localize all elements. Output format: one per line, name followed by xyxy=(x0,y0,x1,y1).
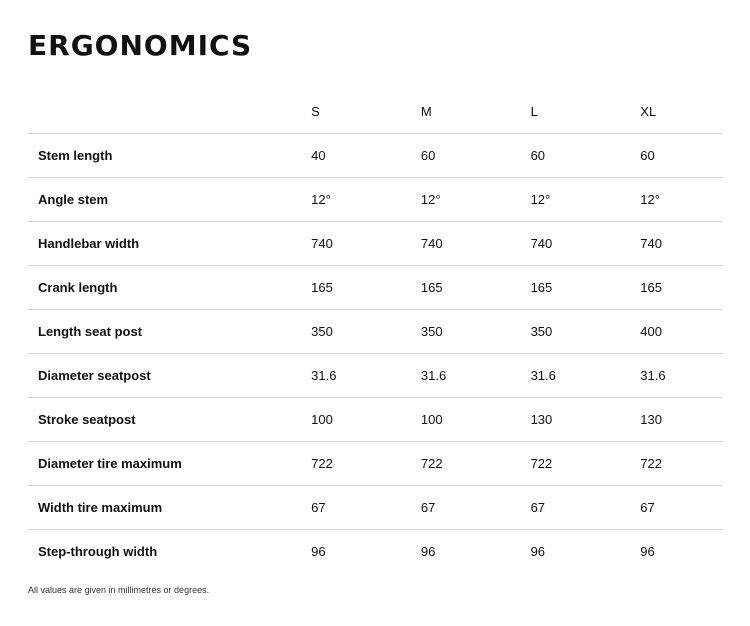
table-header-row xyxy=(28,90,722,134)
table-row xyxy=(28,530,722,574)
cell-value: 96 xyxy=(530,544,546,559)
table-row xyxy=(28,354,722,398)
row-label: Stem length xyxy=(28,134,283,178)
cell-value: 67 xyxy=(283,486,393,530)
cell-value: 60 xyxy=(393,134,503,178)
cell-value: 130 xyxy=(612,398,722,442)
cell-value: 165 xyxy=(503,266,613,310)
size-header-l: L xyxy=(503,90,613,134)
cell-value: 350 xyxy=(393,310,503,354)
row-label: Diameter tire maximum xyxy=(28,442,283,486)
table-row xyxy=(28,398,722,442)
cell-value: 740 xyxy=(503,222,613,266)
cell-value: 96 xyxy=(420,544,436,559)
table-row xyxy=(28,266,722,310)
cell-value: 740 xyxy=(612,222,722,266)
cell-value: 100 xyxy=(393,398,503,442)
cell-value: 31.6 xyxy=(503,354,613,398)
row-label: Step-through width xyxy=(38,544,158,559)
footnote: All values are given in millimetres or degrees. xyxy=(28,585,210,595)
cell-value: 31.6 xyxy=(612,354,722,398)
cell-value: 12° xyxy=(283,178,393,222)
size-header-xl: XL xyxy=(612,90,722,134)
cell-value: 130 xyxy=(503,398,613,442)
cell-value: 12° xyxy=(612,178,722,222)
cell-value: 165 xyxy=(283,266,393,310)
cell-value: 31.6 xyxy=(393,354,503,398)
cell-value: 740 xyxy=(283,222,393,266)
cell-value: 722 xyxy=(283,442,393,486)
cell-value: 722 xyxy=(503,442,613,486)
size-header-m: M xyxy=(393,90,503,134)
cell-value: 350 xyxy=(503,310,613,354)
row-label: Handlebar width xyxy=(28,222,283,266)
cell-value: 400 xyxy=(612,310,722,354)
ergonomics-table xyxy=(28,90,722,573)
cell-value: 350 xyxy=(283,310,393,354)
cell-value: 60 xyxy=(612,134,722,178)
cell-value: 96 xyxy=(311,544,326,559)
table-row xyxy=(28,442,722,486)
cell-value: 96 xyxy=(640,544,655,559)
cell-value: 165 xyxy=(612,266,722,310)
cell-value: 67 xyxy=(612,486,722,530)
header-label-cell xyxy=(28,90,283,134)
row-label: Length seat post xyxy=(28,310,283,354)
table-row xyxy=(28,486,722,530)
page-title: ERGONOMICS xyxy=(28,29,253,62)
cell-value: 60 xyxy=(503,134,613,178)
table-row xyxy=(28,134,722,178)
row-label: Width tire maximum xyxy=(28,486,283,530)
size-header-s: S xyxy=(283,90,393,134)
table-row xyxy=(28,222,722,266)
cell-value: 67 xyxy=(393,486,503,530)
cell-value: 67 xyxy=(503,486,613,530)
row-label: Diameter seatpost xyxy=(28,354,283,398)
cell-value: 40 xyxy=(283,134,393,178)
row-label: Angle stem xyxy=(28,178,283,222)
cell-value: 12° xyxy=(503,178,613,222)
row-label: Crank length xyxy=(28,266,283,310)
cell-value: 722 xyxy=(393,442,503,486)
table-row xyxy=(28,310,722,354)
cell-value: 740 xyxy=(393,222,503,266)
cell-value: 165 xyxy=(393,266,503,310)
cell-value: 12° xyxy=(393,178,503,222)
cell-value: 100 xyxy=(283,398,393,442)
cell-value: 722 xyxy=(612,442,722,486)
cell-value: 31.6 xyxy=(283,354,393,398)
row-label: Stroke seatpost xyxy=(28,398,283,442)
table-row xyxy=(28,178,722,222)
